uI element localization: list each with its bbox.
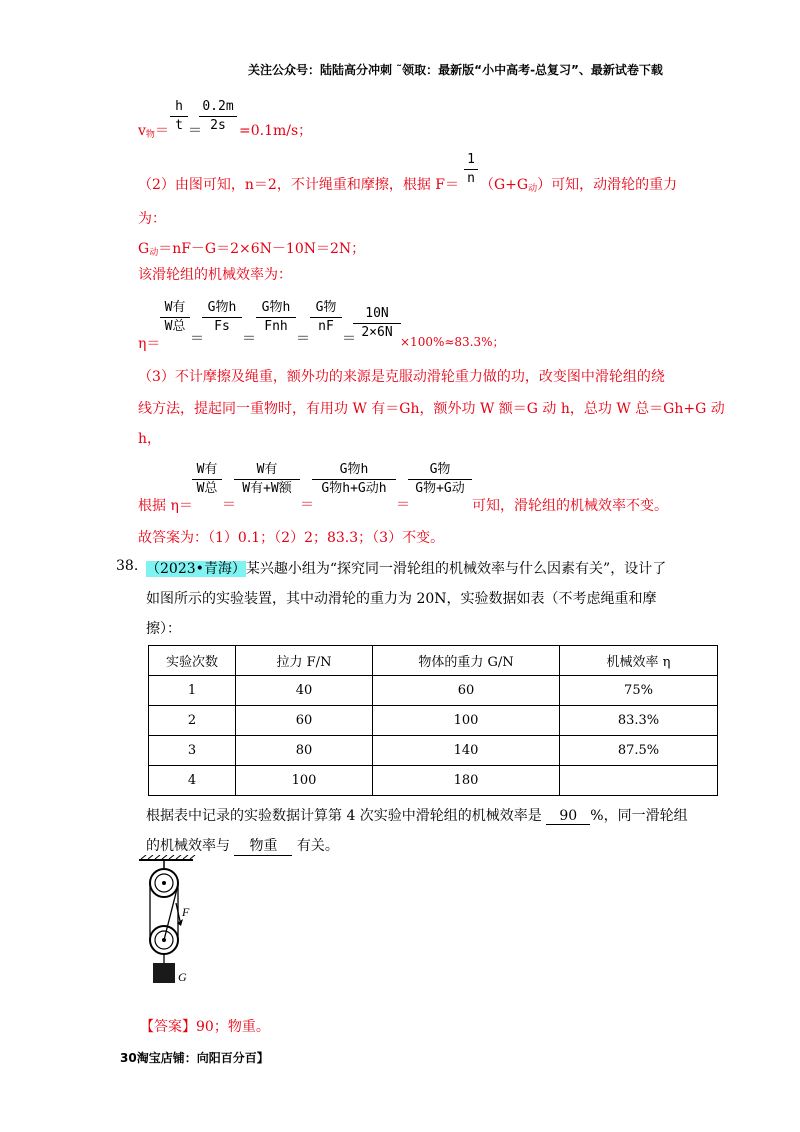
header-cell: 实验次数 — [149, 646, 236, 676]
page-header: 关注公众号：陆陆高分冲刺 ˜领取：最新版“小中高考-总复习”、最新试卷下载 — [248, 63, 663, 77]
fraction-part3-2: W有 W有+W额 — [234, 462, 300, 497]
eta-label: η＝ — [138, 336, 161, 352]
answer-label: 【答案】 — [140, 1019, 196, 1035]
answer-line — [140, 1016, 270, 1036]
table-cell: 60 — [236, 706, 373, 736]
table-cell: 180 — [373, 766, 560, 796]
part3-eq-post: 可知，滑轮组的机械效率不变。 — [472, 498, 668, 514]
question-number: 38. — [116, 558, 139, 574]
conclusion-line1: 根据表中记录的实验数据计算第 4 次实验中滑轮组的机械效率是 90 %，同一滑轮组 — [146, 808, 688, 824]
header-cell: 拉力 F/N — [236, 646, 373, 676]
table-cell: 3 — [149, 736, 236, 766]
numerator: 0.2m — [202, 99, 234, 114]
fraction-eta-2: G物h Fs — [202, 300, 242, 335]
fraction-distance-over-time — [199, 99, 237, 134]
part3-eq-pre: 根据 η＝ — [138, 498, 193, 514]
answer-text: 90；物重。 — [196, 1019, 270, 1035]
fraction-part3-3: G物h G物h+G动h — [312, 462, 396, 497]
answer-summary: 故答案为：（1）0.1；（2）2；83.3；（3）不变。 — [138, 530, 445, 546]
denominator: 2s — [210, 118, 226, 133]
fraction-part3-4: G物 G物+G动 — [408, 462, 472, 497]
part3-line1: （3）不计摩擦及绳重，额外功的来源是克服动滑轮重力做的功，改变图中滑轮组的绕 — [138, 369, 665, 385]
table-cell: 1 — [149, 676, 236, 706]
table-row — [149, 676, 718, 706]
eta-result: ×100%≈83.3%； — [400, 335, 505, 349]
table-cell: 75% — [560, 676, 718, 706]
fraction-h-over-t — [170, 99, 188, 134]
fraction-eta-1: W有 W总 — [160, 300, 190, 335]
velocity-label: $v_物=$ — [138, 123, 169, 140]
fraction-part3-1: W有 W总 — [192, 462, 222, 497]
pulley-diagram — [136, 855, 206, 995]
fraction-eta-4: G物 nF — [310, 300, 342, 335]
table-cell: 100 — [236, 766, 373, 796]
table-row — [149, 736, 718, 766]
header-cell: 物体的重力 G/N — [373, 646, 560, 676]
denominator: t — [175, 118, 183, 133]
question-line1: （2023•青海）某兴趣小组为“探究同一滑轮组的机械效率与什么因素有关”，设计了 — [146, 561, 667, 577]
table-cell: 83.3% — [560, 706, 718, 736]
part2-text-b: $(G+G_动)$可知，动滑轮的重力 — [480, 177, 678, 194]
conclusion-line2: 的机械效率与 物重 有关。 — [146, 835, 339, 856]
fixed-pulley — [150, 869, 178, 897]
velocity-result: =0.1m/s； — [239, 123, 313, 139]
question-line2: 如图所示的实验装置，其中动滑轮的重力为 20N，实验数据如表（不考虑绳重和摩 — [146, 591, 657, 607]
table-cell: 100 — [373, 706, 560, 736]
data-table — [148, 645, 718, 796]
table-cell: 60 — [373, 676, 560, 706]
numerator: h — [175, 99, 183, 114]
denominator: n — [467, 171, 475, 186]
ceiling-hatch — [141, 855, 195, 859]
table-header-row — [149, 646, 718, 676]
table-cell: 140 — [373, 736, 560, 766]
efficiency-intro: 该滑轮组的机械效率为： — [138, 267, 292, 283]
source-tag: （2023•青海） — [146, 561, 246, 577]
header-cell: 机械效率 η — [560, 646, 718, 676]
part2-text-a: （2）由图可知，n＝2，不计绳重和摩擦，根据 F＝ — [138, 177, 459, 193]
force-label: F — [182, 905, 190, 919]
fraction-eta-3: G物h Fnh — [256, 300, 296, 335]
table-row — [149, 706, 718, 736]
table-cell: 2 — [149, 706, 236, 736]
table-cell: 40 — [236, 676, 373, 706]
table-cell: 4 — [149, 766, 236, 796]
table-cell: 80 — [236, 736, 373, 766]
answer-blank-2: 物重 — [234, 835, 292, 856]
table-cell — [560, 766, 718, 796]
numerator: 1 — [467, 152, 475, 167]
fraction-eta-5: 10N 2×6N — [353, 306, 401, 341]
answer-blank-1: 90 — [546, 808, 590, 825]
shop-text: 淘宝店铺：向阳百分百】 — [136, 1051, 269, 1065]
page-footer — [120, 1049, 269, 1066]
weight-label: G — [178, 970, 187, 984]
table-row — [149, 766, 718, 796]
question-line3: 擦）： — [146, 621, 181, 637]
fraction-one-over-n — [464, 152, 478, 187]
weight-block — [153, 963, 175, 983]
part3-line2: 线方法，提起同一重物时，有用功 W 有＝Gh，额外功 W 额＝G 动 h，总功 W 总＝Gh+G 动 — [138, 401, 725, 417]
table-cell: 87.5% — [560, 736, 718, 766]
moving-pulley-weight-calc: $G_动=nF-G=2\times 6N-10N=2N$； — [138, 241, 366, 258]
page-number: 30 — [120, 1051, 137, 1065]
part3-line3: h， — [138, 431, 162, 447]
part2-line2: 为： — [138, 211, 166, 227]
